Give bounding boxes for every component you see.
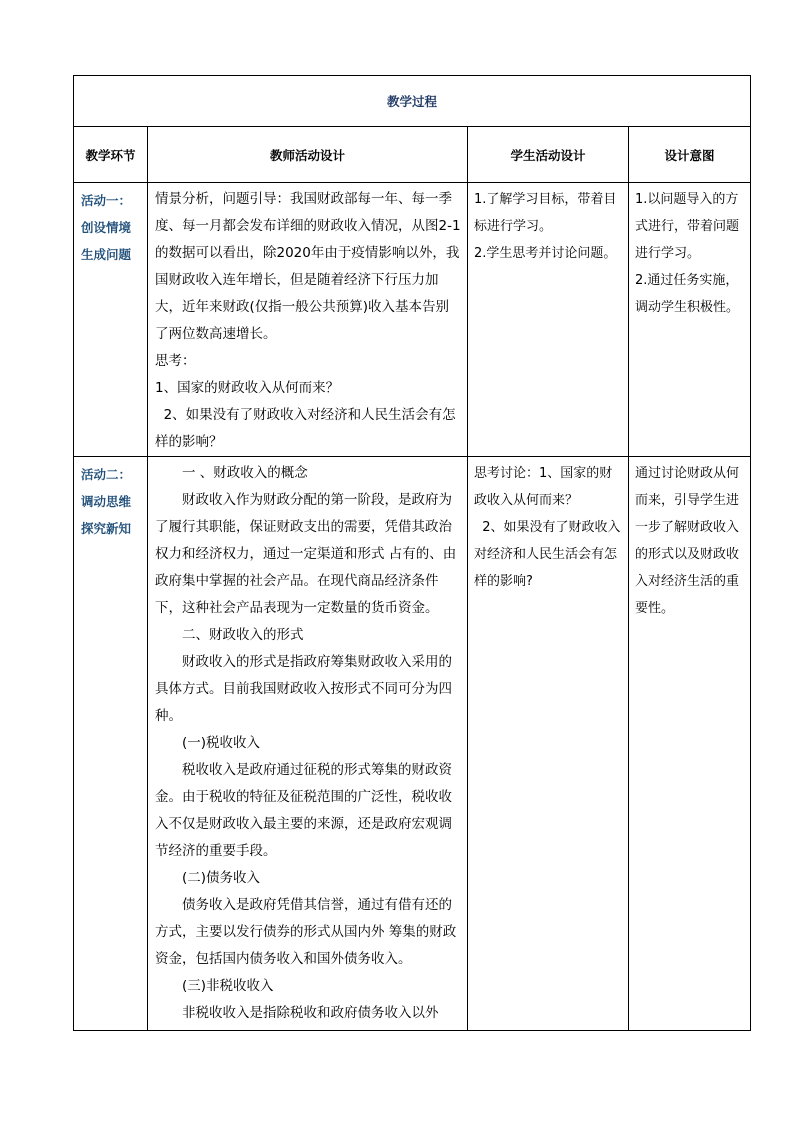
header-student-activity: 学生活动设计	[468, 127, 629, 183]
student-activity-cell	[468, 457, 629, 1031]
teacher-activity-cell	[148, 457, 468, 1031]
header-teacher-activity: 教师活动设计	[148, 127, 468, 183]
stage-label-line: 探究新知	[81, 521, 132, 536]
paragraph: 1、国家的财政收入从何而来？	[155, 380, 340, 396]
paragraph: 财政收入的形式是指政府筹集财政收入采用的具体方式。目前我国财政收入按形式不同可分为四种。	[155, 654, 452, 724]
table-row	[74, 457, 751, 1031]
design-intent-cell	[629, 457, 751, 1031]
lesson-table-wrapper	[73, 75, 750, 1031]
stage-label-line: 活动二：	[81, 467, 132, 482]
paragraph: 2.学生思考并讨论问题。	[474, 246, 617, 261]
paragraph: 1.了解学习目标，带着目标进行学习。	[474, 192, 617, 234]
design-intent-cell	[629, 183, 751, 457]
stage-cell	[74, 183, 148, 457]
paragraph: 情景分析，问题引导：我国财政部每一年、每一季度、每一月都会发布详细的财政收入情况，从图2-1的数据可以看出，除2020年由于疫情影响以外，我国财政收入连年增长，但是随着经济下行压力加大，近年来财政(仅指一般公共预算)收入基本告别了两位数高速增长。	[155, 191, 461, 342]
paragraph: 1.以问题导入的方式进行，带着问题进行学习。	[635, 192, 740, 261]
section-heading: 一 、财政收入的概念	[182, 465, 308, 481]
table-row	[74, 183, 751, 457]
paragraph: 思考讨论：1、国家的财政收入从何而来？	[474, 466, 613, 508]
header-design-intent: 设计意图	[629, 127, 751, 183]
subsection-heading: (一)税收收入	[182, 735, 261, 751]
section-heading: 二、财政收入的形式	[182, 627, 304, 643]
header-stage: 教学环节	[74, 127, 148, 183]
teaching-process-table	[73, 75, 751, 1031]
paragraph: 税收收入是政府通过征税的形式筹集的财政资金。由于税收的特征及征税范围的广泛性，税收收入不仅是财政收入最主要的来源，还是政府宏观调节经济的重要手段。	[155, 762, 452, 859]
paragraph: 通过讨论财政从何而来，引导学生进一步了解财政收入的形式以及财政收入对经济生活的重要性。	[635, 466, 740, 616]
paragraph: 非税收收入是指除税收和政府债务收入以外	[182, 1005, 439, 1021]
paragraph: 2、如果没有了财政收入对经济和人民生活会有怎样的影响?	[474, 520, 621, 589]
paragraph: 财政收入作为财政分配的第一阶段，是政府为了履行其职能，保证财政支出的需要，凭借其政治权力和经济权力，通过一定渠道和形式 占有的、由政府集中掌握的社会产品。在现代商品经济条件下，这种社会产品表现为一定数量的货币资金。	[155, 492, 457, 616]
paragraph: 2、如果没有了财政收入对经济和人民生活会有怎样的影响？	[155, 407, 456, 450]
stage-label-line: 生成问题	[81, 247, 132, 262]
paragraph: 思考：	[155, 353, 196, 369]
table-title: 教学过程	[74, 76, 751, 127]
paragraph: 债务收入是政府凭借其信誉，通过有借有还的方式，主要以发行债券的形式从国内外 筹集的财政资金，包括国内债务收入和国外债务收入。	[155, 897, 457, 967]
stage-label-line: 调动思维	[81, 494, 132, 509]
subsection-heading: (三)非税收收入	[182, 978, 274, 994]
teacher-activity-cell	[148, 183, 468, 457]
stage-cell	[74, 457, 148, 1031]
subsection-heading: (二)债务收入	[182, 870, 261, 886]
paragraph: 2.通过任务实施，调动学生积极性。	[635, 273, 740, 315]
stage-label-line: 活动一：	[81, 193, 132, 208]
student-activity-cell	[468, 183, 629, 457]
stage-label-line: 创设情境	[81, 220, 132, 235]
